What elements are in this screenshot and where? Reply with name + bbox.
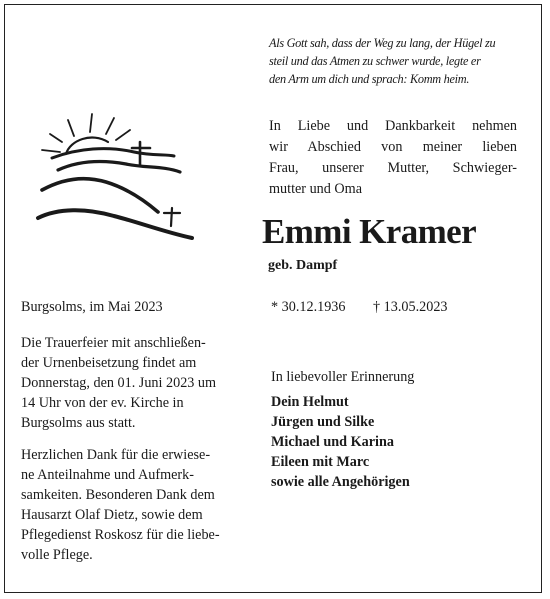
thanks-line: Hausarzt Olaf Dietz, sowie dem [21, 507, 203, 523]
mourner-name: Jürgen und Silke [271, 414, 375, 430]
service-notice [21, 333, 251, 433]
service-line: Donnerstag, den 01. Juni 2023 um [21, 375, 217, 391]
thanks-line: volle Pflege. [21, 547, 93, 563]
mourner-name: Dein Helmut [271, 394, 349, 410]
birth-date: * 30.12.1936 [271, 299, 346, 315]
intro-text [269, 116, 517, 200]
intro-line: Frau, unserer Mutter, Schwieger- [269, 160, 517, 176]
thanks-notice [21, 445, 251, 565]
mourner-name: Eileen mit Marc [271, 454, 370, 470]
intro-line: wir Abschied von meiner lieben [269, 139, 517, 155]
sunrise-hills-cross-icon [34, 108, 194, 248]
life-dates [271, 299, 448, 316]
born-name: geb. Dampf [268, 258, 338, 273]
thanks-line: ne Anteilnahme und Aufmerk- [21, 467, 194, 483]
service-line: 14 Uhr von der ev. Kirche in [21, 395, 184, 411]
thanks-line: Pflegedienst Roskosz für die liebe- [21, 527, 220, 543]
thanks-line: samkeiten. Besonderen Dank dem [21, 487, 215, 503]
quote-verse [269, 34, 529, 88]
service-line: Die Trauerfeier mit anschließen- [21, 335, 206, 351]
thanks-line: Herzlichen Dank für die erwiese- [21, 447, 211, 463]
service-line: Burgsolms aus statt. [21, 415, 136, 431]
death-date: † 13.05.2023 [373, 299, 448, 315]
deceased-name: Emmi Kramer [262, 212, 477, 251]
memory-heading: In liebevoller Erinnerung [271, 369, 415, 385]
intro-line: In Liebe und Dankbarkeit nehmen [269, 118, 517, 134]
mourner-name: Michael und Karina [271, 434, 394, 450]
mourner-name: sowie alle Angehörigen [271, 474, 410, 490]
mourners-list [271, 392, 410, 492]
quote-line: steil und das Atmen zu schwer wurde, legte er [269, 54, 481, 68]
quote-line: den Arm um dich und sprach: Komm heim. [269, 72, 470, 86]
service-line: der Urnenbeisetzung findet am [21, 355, 197, 371]
quote-line: Als Gott sah, dass der Weg zu lang, der Hügel zu [269, 36, 496, 50]
intro-line: mutter und Oma [269, 181, 362, 197]
place-date: Burgsolms, im Mai 2023 [21, 299, 163, 315]
